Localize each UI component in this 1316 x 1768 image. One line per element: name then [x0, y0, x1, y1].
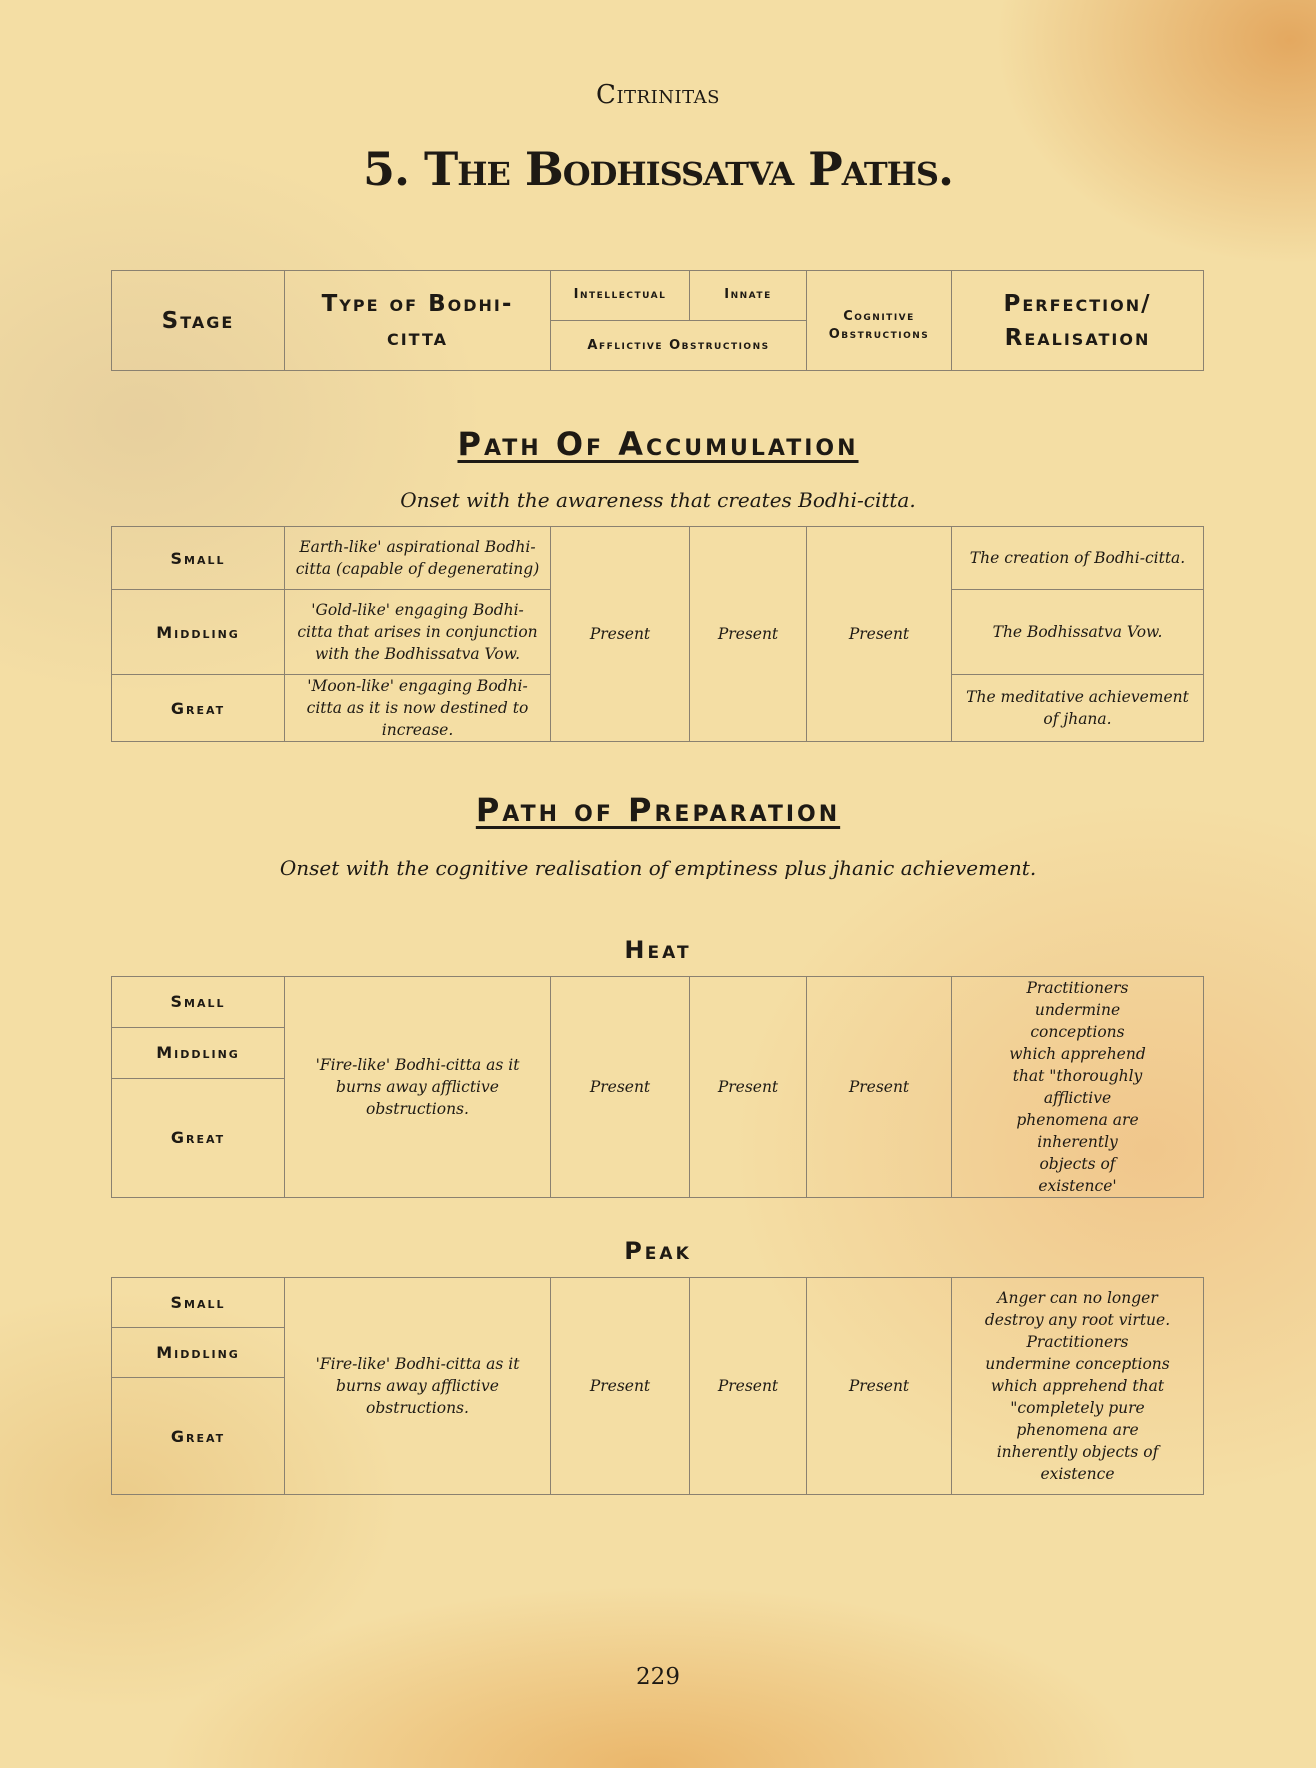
intellectual-cell: Present: [551, 977, 690, 1198]
stage-great: Great: [112, 1378, 285, 1495]
stage-great: Great: [112, 1078, 285, 1197]
stage-middling: Middling: [112, 1328, 285, 1378]
stage-small: Small: [112, 977, 285, 1028]
innate-cell: Present: [690, 1278, 807, 1495]
peak-title: Peak: [624, 1237, 692, 1265]
type-cell: 'Fire-like' Bodhi-citta as it burns away afflictive obstructions.: [285, 1278, 551, 1495]
table-row: [112, 527, 1204, 590]
col-header-stage: Stage: [112, 271, 285, 371]
heat-title: Heat: [624, 936, 692, 964]
perfection-cell: The meditative achievement of jhana.: [952, 675, 1204, 742]
accumulation-table: [111, 526, 1204, 742]
perfection-cell: Practitioners undermine conceptions which apprehend that "thoroughly afflictive phenomena are inherently objects of existence': [952, 977, 1204, 1198]
column-header-table: [111, 270, 1204, 371]
col-header-perfection: Perfection/ Realisation: [952, 271, 1204, 371]
cognitive-cell: Present: [807, 977, 952, 1198]
running-header: Citrinitas: [596, 80, 720, 110]
perfection-cell: The creation of Bodhi-citta.: [952, 527, 1204, 590]
chapter-title: 5. The Bodhissatva Paths.: [362, 142, 954, 196]
type-cell: 'Fire-like' Bodhi-citta as it burns away afflictive obstructions.: [285, 977, 551, 1198]
stage-small: Small: [112, 527, 285, 590]
col-header-cognitive: Cognitive Obstructions: [807, 271, 952, 371]
type-cell: 'Moon-like' engaging Bodhi-citta as it is now destined to increase.: [285, 675, 551, 742]
heat-table: [111, 976, 1204, 1198]
peak-table: [111, 1277, 1204, 1495]
intellectual-cell: Present: [551, 1278, 690, 1495]
preparation-title: Path of Preparation: [475, 791, 841, 829]
cognitive-cell: Present: [807, 1278, 952, 1495]
intellectual-cell: Present: [551, 527, 690, 742]
stage-middling: Middling: [112, 590, 285, 675]
page-number: 229: [636, 1664, 680, 1690]
stage-small: Small: [112, 1278, 285, 1328]
col-header-innate: Innate: [690, 271, 807, 321]
col-header-afflictive: Afflictive Obstructions: [551, 321, 807, 371]
accumulation-title: Path Of Accumulation: [457, 425, 859, 463]
table-row: [112, 1278, 1204, 1328]
preparation-onset: Onset with the cognitive realisation of emptiness plus jhanic achievement.: [279, 856, 1037, 880]
innate-cell: Present: [690, 527, 807, 742]
type-cell: 'Gold-like' engaging Bodhi-citta that arises in conjunction with the Bodhissatva Vow.: [285, 590, 551, 675]
perfection-cell: Anger can no longer destroy any root virtue. Practitioners undermine conceptions which apprehend that "completely pure phenomena are inherently objects of existence: [952, 1278, 1204, 1495]
stage-middling: Middling: [112, 1027, 285, 1078]
cognitive-cell: Present: [807, 527, 952, 742]
perfection-cell: The Bodhissatva Vow.: [952, 590, 1204, 675]
type-cell: Earth-like' aspirational Bodhi-citta (capable of degenerating): [285, 527, 551, 590]
accumulation-onset: Onset with the awareness that creates Bodhi-citta.: [400, 488, 916, 512]
col-header-intellectual: Intellectual: [551, 271, 690, 321]
table-row: [112, 977, 1204, 1028]
col-header-type: Type of Bodhi-citta: [285, 271, 551, 371]
stage-great: Great: [112, 675, 285, 742]
innate-cell: Present: [690, 977, 807, 1198]
